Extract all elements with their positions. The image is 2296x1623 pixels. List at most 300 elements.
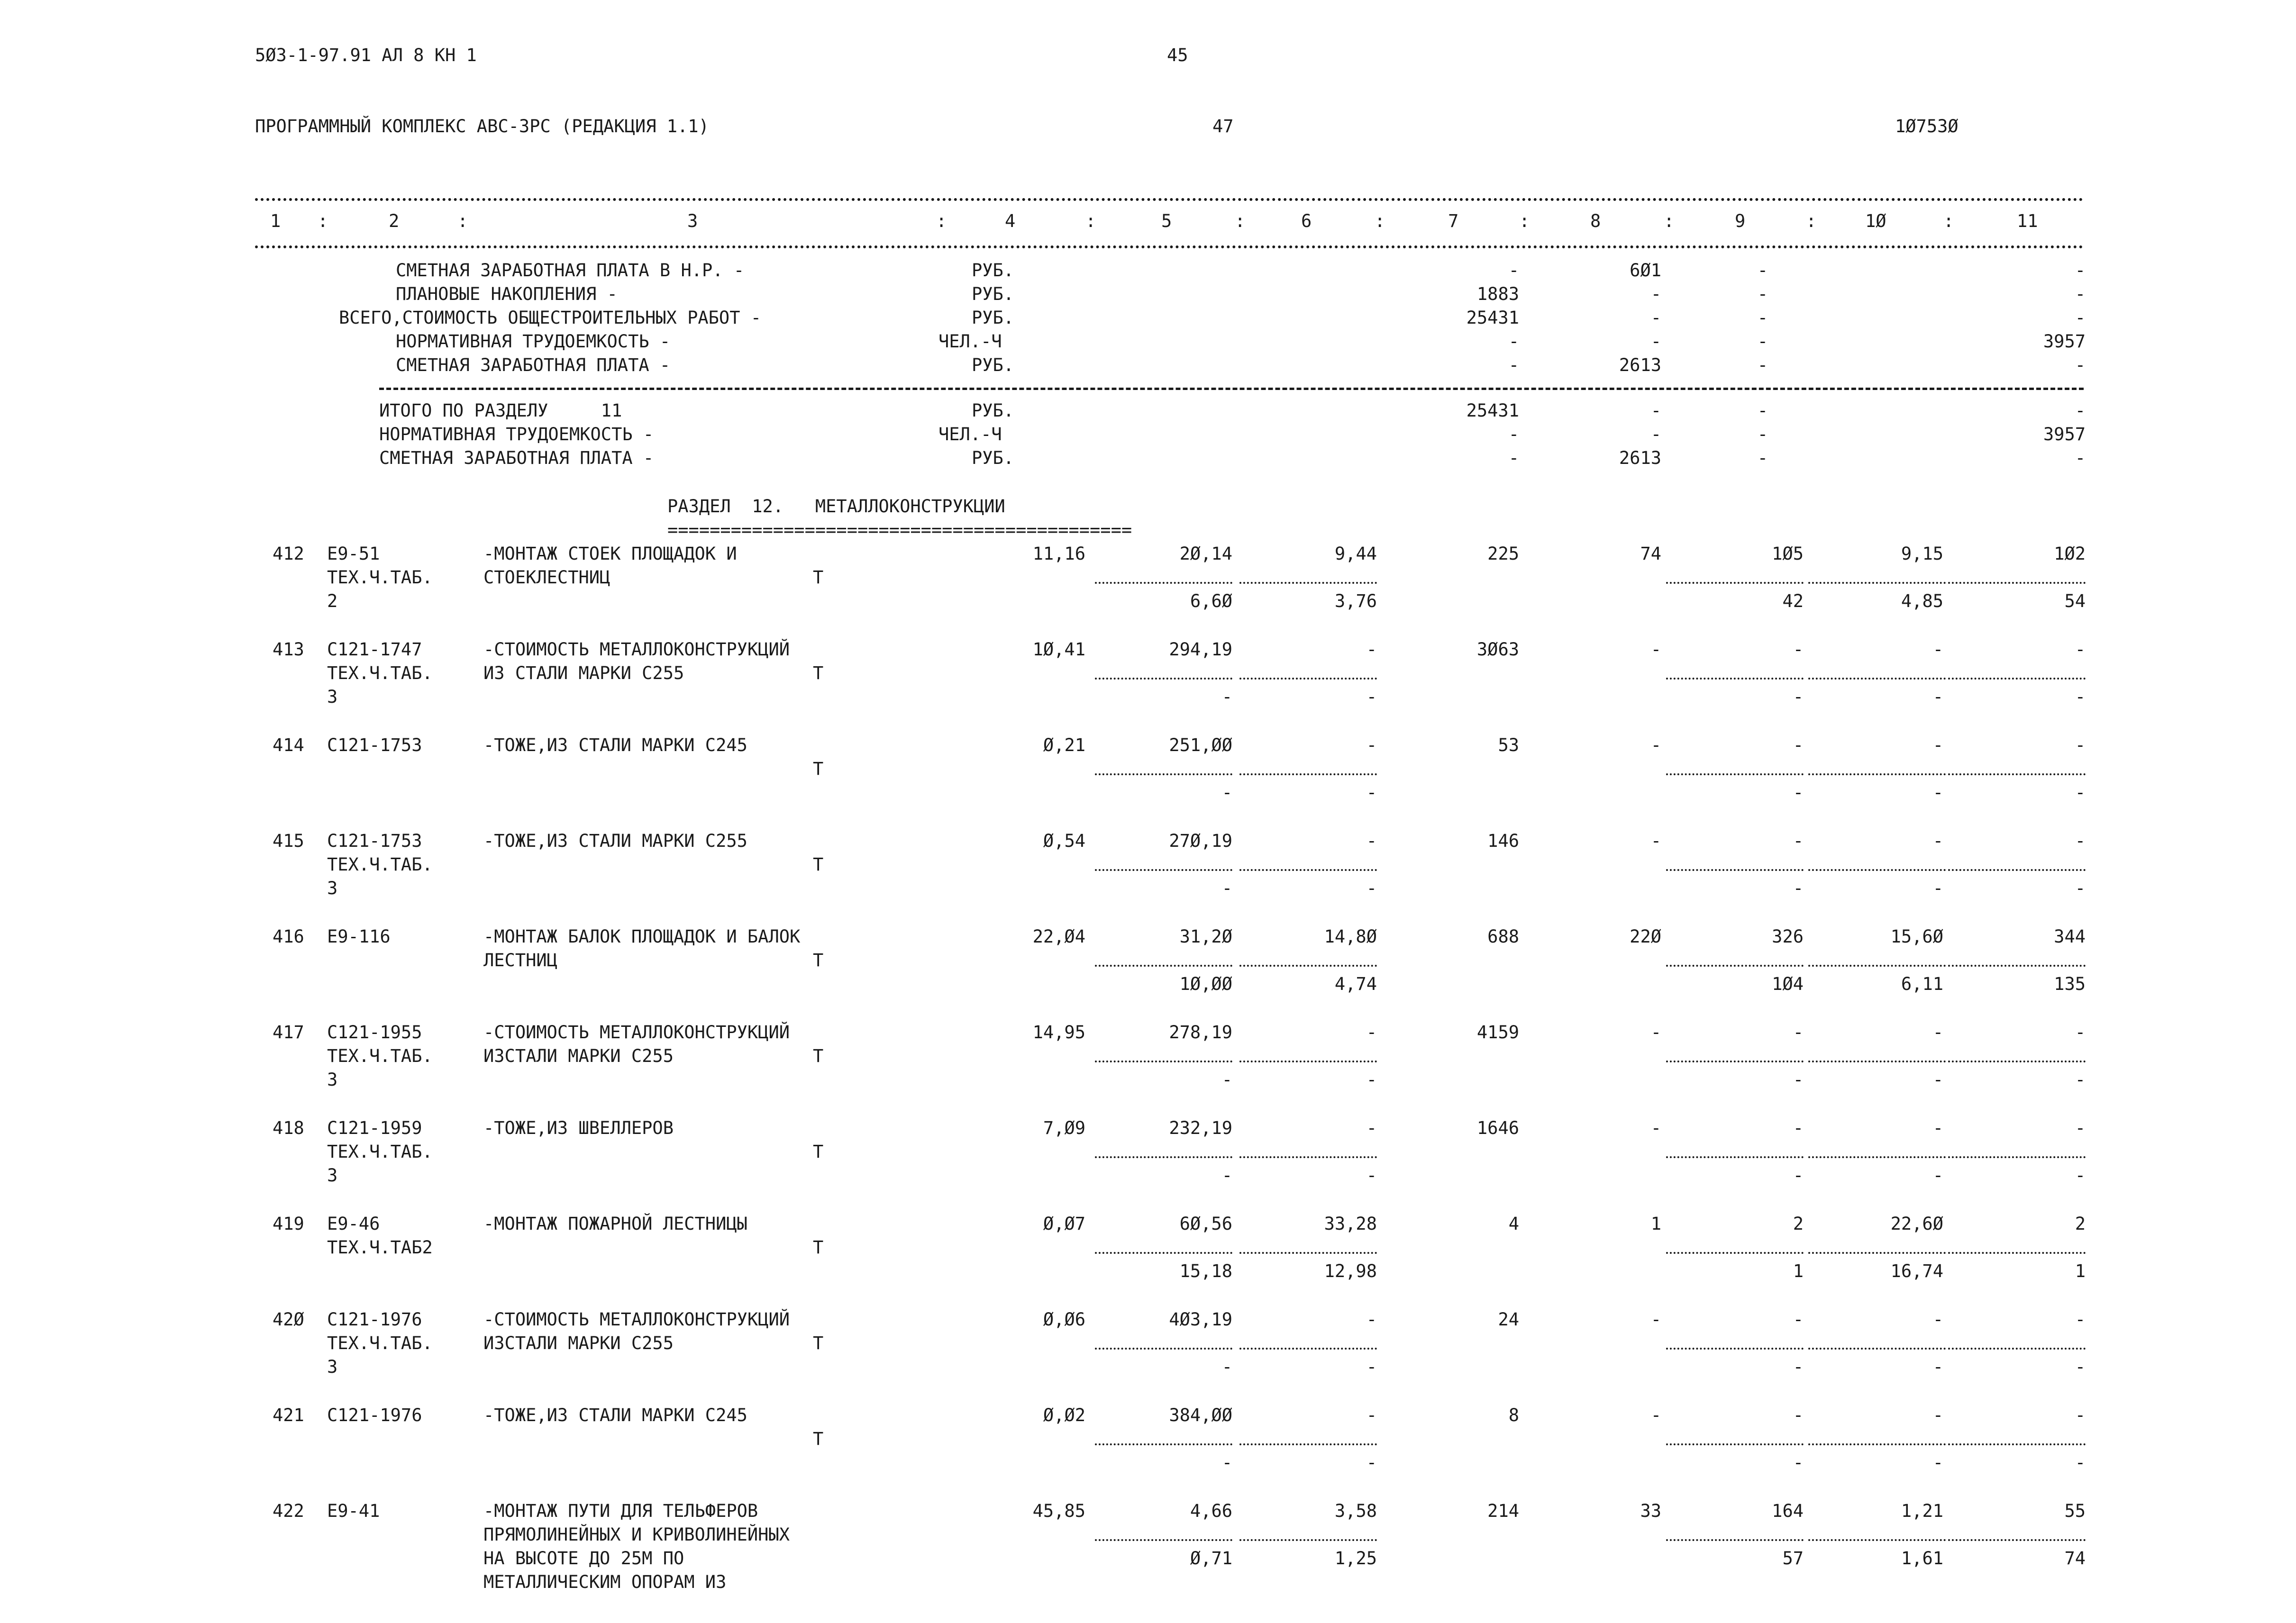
- summary-col11: 3957: [2043, 331, 2086, 352]
- item-c11: 55: [2064, 1501, 2086, 1521]
- item-description: -МОНТАЖ БАЛОК ПЛОЩАДОК И БАЛОК: [483, 926, 801, 947]
- section-title: РАЗДЕЛ 12. МЕТАЛЛОКОНСТРУКЦИИ: [667, 496, 1005, 517]
- item-code: Е9-116: [327, 926, 391, 947]
- item-c5-wages: -: [1221, 1452, 1232, 1473]
- item-c7: 1646: [1476, 1118, 1519, 1138]
- item-c8: -: [1650, 735, 1661, 755]
- summary-col7: 1883: [1476, 284, 1519, 304]
- item-c10-wages: 4,85: [1901, 591, 1943, 611]
- item-c10: -: [1932, 1405, 1943, 1425]
- section-total-col11: 3957: [2043, 424, 2086, 444]
- item-c8: 33: [1640, 1501, 1661, 1521]
- item-unit: Т: [813, 663, 824, 683]
- summary-unit: РУБ.: [972, 355, 1014, 375]
- item-c11: -: [2075, 1118, 2086, 1138]
- value-separator: [1095, 965, 1232, 967]
- value-separator: [1239, 1156, 1377, 1158]
- item-basis: 3: [327, 878, 338, 898]
- item-c9: -: [1793, 1022, 1804, 1043]
- value-separator: [1666, 1443, 1804, 1445]
- item-c9: -: [1793, 1405, 1804, 1425]
- item-number: 421: [273, 1405, 304, 1425]
- item-c4: Ø,21: [1043, 735, 1085, 755]
- column-header: 1Ø: [1865, 211, 1886, 231]
- item-c9-wages: -: [1793, 782, 1804, 803]
- summary-label: СМЕТНАЯ ЗАРАБОТНАЯ ПЛАТА -: [396, 355, 671, 375]
- item-c10: 1,21: [1901, 1501, 1943, 1521]
- item-number: 415: [273, 831, 304, 851]
- item-c10-wages: -: [1932, 1357, 1943, 1377]
- section-total-col7: -: [1508, 448, 1519, 468]
- item-c5-wages: -: [1221, 687, 1232, 707]
- item-c11-wages: -: [2075, 687, 2086, 707]
- column-header: 8: [1590, 211, 1601, 231]
- item-c9-wages: 42: [1782, 591, 1804, 611]
- item-c10-wages: -: [1932, 687, 1943, 707]
- item-c7: 4159: [1476, 1022, 1519, 1043]
- item-code: С121-1959: [327, 1118, 422, 1138]
- page-number: 45: [1167, 45, 1188, 65]
- value-separator: [1808, 1443, 1946, 1445]
- item-description: -СТОИМОСТЬ МЕТАЛЛОКОНСТРУКЦИЙ: [483, 639, 790, 660]
- value-separator: [1666, 773, 1804, 775]
- item-c10: -: [1932, 1309, 1943, 1330]
- column-separator: :: [1085, 211, 1096, 231]
- section-underline: ============================================: [667, 520, 1132, 540]
- section-total-col9: -: [1757, 448, 1768, 468]
- section-total-unit: ЧЕЛ.-Ч: [938, 424, 1002, 444]
- item-c10: 9,15: [1901, 544, 1943, 564]
- item-unit: Т: [813, 854, 824, 875]
- value-separator: [1666, 1061, 1804, 1062]
- item-description: ИЗСТАЛИ МАРКИ С255: [483, 1333, 674, 1353]
- summary-label: ПЛАНОВЫЕ НАКОПЛЕНИЯ -: [396, 284, 618, 304]
- header-bottom-rule: [255, 245, 2084, 248]
- item-unit: Т: [813, 1429, 824, 1449]
- item-code: С121-1753: [327, 831, 422, 851]
- item-c10-wages: -: [1932, 1165, 1943, 1186]
- item-number: 417: [273, 1022, 304, 1043]
- value-separator: [1666, 678, 1804, 680]
- item-c11-wages: -: [2075, 1165, 2086, 1186]
- summary-col11: -: [2075, 355, 2086, 375]
- item-c6: -: [1366, 1405, 1377, 1425]
- item-c9-wages: -: [1793, 1070, 1804, 1090]
- value-separator: [1095, 1539, 1232, 1541]
- item-c9: 1Ø5: [1772, 544, 1804, 564]
- item-basis: 3: [327, 687, 338, 707]
- item-c11: 344: [2054, 926, 2086, 947]
- item-c8: 22Ø: [1630, 926, 1661, 947]
- item-c11: -: [2075, 639, 2086, 660]
- item-c10-wages: 1,61: [1901, 1548, 1943, 1569]
- item-c9-wages: 57: [1782, 1548, 1804, 1569]
- summary-col8: 6Ø1: [1630, 260, 1661, 281]
- item-c7: 53: [1498, 735, 1519, 755]
- summary-col9: -: [1757, 284, 1768, 304]
- item-c9: 2: [1793, 1214, 1804, 1234]
- item-unit: Т: [813, 1046, 824, 1066]
- item-c11-wages: 1: [2075, 1261, 2086, 1281]
- item-c9: 326: [1772, 926, 1804, 947]
- value-separator: [1808, 582, 1946, 584]
- value-separator: [1808, 1539, 1946, 1541]
- item-c6-wages: -: [1366, 1452, 1377, 1473]
- summary-unit: ЧЕЛ.-Ч: [938, 331, 1002, 352]
- summary-col7: -: [1508, 331, 1519, 352]
- item-c11: -: [2075, 1022, 2086, 1043]
- value-separator: [1239, 582, 1377, 584]
- column-separator: :: [1664, 211, 1675, 231]
- value-separator: [1808, 869, 1946, 871]
- section-total-col8: -: [1650, 424, 1661, 444]
- item-basis: ТЕХ.Ч.ТАБ.: [327, 1142, 433, 1162]
- item-number: 413: [273, 639, 304, 660]
- item-c6: -: [1366, 735, 1377, 755]
- summary-col8: 2613: [1619, 355, 1661, 375]
- item-c5: 4,66: [1190, 1501, 1232, 1521]
- item-basis: ТЕХ.Ч.ТАБ2: [327, 1237, 433, 1258]
- value-separator: [1095, 1252, 1232, 1254]
- item-c6-wages: -: [1366, 1357, 1377, 1377]
- item-description: -ТОЖЕ,ИЗ СТАЛИ МАРКИ С245: [483, 1405, 747, 1425]
- item-c5: 4Ø3,19: [1169, 1309, 1232, 1330]
- summary-col7: -: [1508, 355, 1519, 375]
- item-number: 412: [273, 544, 304, 564]
- item-c6-wages: -: [1366, 687, 1377, 707]
- item-c10: -: [1932, 831, 1943, 851]
- item-c10-wages: -: [1932, 1070, 1943, 1090]
- value-separator: [1666, 965, 1804, 967]
- item-c6: -: [1366, 1022, 1377, 1043]
- value-separator: [1095, 1443, 1232, 1445]
- item-c11: -: [2075, 831, 2086, 851]
- summary-rule: [379, 388, 2084, 390]
- item-number: 418: [273, 1118, 304, 1138]
- item-c9: -: [1793, 1118, 1804, 1138]
- item-c5-wages: 15,18: [1179, 1261, 1232, 1281]
- document-code: 5Ø3-1-97.91 АЛ 8 КН 1: [255, 45, 477, 65]
- value-separator: [1948, 869, 2086, 871]
- item-c9-wages: -: [1793, 687, 1804, 707]
- item-c6-wages: -: [1366, 878, 1377, 898]
- item-c7: 24: [1498, 1309, 1519, 1330]
- value-separator: [1808, 1348, 1946, 1350]
- column-header: 4: [1005, 211, 1016, 231]
- summary-col9: -: [1757, 308, 1768, 328]
- item-unit: Т: [813, 1142, 824, 1162]
- value-separator: [1948, 582, 2086, 584]
- section-total-col11: -: [2075, 400, 2086, 421]
- value-separator: [1808, 678, 1946, 680]
- item-c9: 164: [1772, 1501, 1804, 1521]
- item-c11-wages: -: [2075, 1452, 2086, 1473]
- item-description: -МОНТАЖ ПОЖАРНОЙ ЛЕСТНИЦЫ: [483, 1214, 747, 1234]
- estimate-code: 1Ø753Ø: [1895, 116, 1959, 136]
- item-c10-wages: -: [1932, 782, 1943, 803]
- item-c6-wages: -: [1366, 1165, 1377, 1186]
- item-c6: 33,28: [1324, 1214, 1377, 1234]
- item-c11: 1Ø2: [2054, 544, 2086, 564]
- item-c6: -: [1366, 1309, 1377, 1330]
- column-separator: :: [1519, 211, 1530, 231]
- item-basis: ТЕХ.Ч.ТАБ.: [327, 1333, 433, 1353]
- item-unit: Т: [813, 759, 824, 779]
- item-c5-wages: Ø,71: [1190, 1548, 1232, 1569]
- summary-unit: РУБ.: [972, 308, 1014, 328]
- item-description: -МОНТАЖ ПУТИ ДЛЯ ТЕЛЬФЕРОВ: [483, 1501, 758, 1521]
- column-separator: :: [936, 211, 947, 231]
- item-basis: 3: [327, 1357, 338, 1377]
- item-c5-wages: -: [1221, 1165, 1232, 1186]
- item-c5: 2Ø,14: [1179, 544, 1232, 564]
- item-c6-wages: 3,76: [1334, 591, 1377, 611]
- item-c5: 6Ø,56: [1179, 1214, 1232, 1234]
- column-separator: :: [1943, 211, 1954, 231]
- item-c4: 7,Ø9: [1043, 1118, 1085, 1138]
- item-c5: 278,19: [1169, 1022, 1232, 1043]
- value-separator: [1948, 1156, 2086, 1158]
- item-basis: ТЕХ.Ч.ТАБ.: [327, 567, 433, 588]
- item-description: ИЗСТАЛИ МАРКИ С255: [483, 1046, 674, 1066]
- value-separator: [1666, 1348, 1804, 1350]
- item-c4: Ø,54: [1043, 831, 1085, 851]
- item-c11: -: [2075, 1405, 2086, 1425]
- value-separator: [1239, 1539, 1377, 1541]
- value-separator: [1095, 869, 1232, 871]
- section-total-label: СМЕТНАЯ ЗАРАБОТНАЯ ПЛАТА -: [379, 448, 654, 468]
- item-c4: 11,16: [1032, 544, 1085, 564]
- section-total-col11: -: [2075, 448, 2086, 468]
- section-total-col8: 2613: [1619, 448, 1661, 468]
- item-c4: 45,85: [1032, 1501, 1085, 1521]
- value-separator: [1239, 678, 1377, 680]
- item-c5-wages: -: [1221, 1357, 1232, 1377]
- item-c6: -: [1366, 639, 1377, 660]
- item-number: 414: [273, 735, 304, 755]
- item-c6: -: [1366, 831, 1377, 851]
- item-c11-wages: -: [2075, 1070, 2086, 1090]
- item-c6-wages: 1,25: [1334, 1548, 1377, 1569]
- item-description: -СТОИМОСТЬ МЕТАЛЛОКОНСТРУКЦИЙ: [483, 1309, 790, 1330]
- item-c10-wages: 6,11: [1901, 974, 1943, 994]
- column-separator: :: [1235, 211, 1246, 231]
- item-unit: Т: [813, 950, 824, 970]
- section-total-unit: РУБ.: [972, 448, 1014, 468]
- item-c7: 146: [1487, 831, 1519, 851]
- item-c6-wages: 4,74: [1334, 974, 1377, 994]
- item-code: Е9-41: [327, 1501, 380, 1521]
- column-header: 6: [1301, 211, 1312, 231]
- column-header: 7: [1448, 211, 1459, 231]
- item-description: -ТОЖЕ,ИЗ СТАЛИ МАРКИ С245: [483, 735, 747, 755]
- value-separator: [1948, 678, 2086, 680]
- item-c4: 1Ø,41: [1032, 639, 1085, 660]
- item-description: -ТОЖЕ,ИЗ ШВЕЛЛЕРОВ: [483, 1118, 674, 1138]
- item-c9: -: [1793, 1309, 1804, 1330]
- value-separator: [1808, 1252, 1946, 1254]
- value-separator: [1095, 1156, 1232, 1158]
- summary-col11: -: [2075, 284, 2086, 304]
- item-unit: Т: [813, 567, 824, 588]
- item-number: 416: [273, 926, 304, 947]
- item-c6: 9,44: [1334, 544, 1377, 564]
- summary-col11: -: [2075, 308, 2086, 328]
- item-c8: -: [1650, 1309, 1661, 1330]
- value-separator: [1948, 1061, 2086, 1062]
- item-description: -МОНТАЖ СТОЕК ПЛОЩАДОК И: [483, 544, 737, 564]
- value-separator: [1808, 1061, 1946, 1062]
- value-separator: [1095, 678, 1232, 680]
- item-c5: 251,ØØ: [1169, 735, 1232, 755]
- item-description: -ТОЖЕ,ИЗ СТАЛИ МАРКИ С255: [483, 831, 747, 851]
- item-c9: -: [1793, 639, 1804, 660]
- item-c4: Ø,Ø2: [1043, 1405, 1085, 1425]
- column-header: 2: [389, 211, 400, 231]
- item-description: СТОЕКЛЕСТНИЦ: [483, 567, 610, 588]
- item-c9-wages: -: [1793, 1452, 1804, 1473]
- item-c10-wages: -: [1932, 1452, 1943, 1473]
- item-c10: -: [1932, 735, 1943, 755]
- summary-col7: -: [1508, 260, 1519, 281]
- summary-col9: -: [1757, 355, 1768, 375]
- item-c9-wages: -: [1793, 1165, 1804, 1186]
- value-separator: [1239, 965, 1377, 967]
- item-c10-wages: 16,74: [1890, 1261, 1943, 1281]
- item-c9-wages: 1: [1793, 1261, 1804, 1281]
- item-c10-wages: -: [1932, 878, 1943, 898]
- item-basis: 3: [327, 1165, 338, 1186]
- value-separator: [1808, 1156, 1946, 1158]
- item-description: -СТОИМОСТЬ МЕТАЛЛОКОНСТРУКЦИЙ: [483, 1022, 790, 1043]
- item-c11-wages: 54: [2064, 591, 2086, 611]
- value-separator: [1239, 773, 1377, 775]
- item-c8: 1: [1650, 1214, 1661, 1234]
- item-c9-wages: 1Ø4: [1772, 974, 1804, 994]
- item-number: 422: [273, 1501, 304, 1521]
- value-separator: [1095, 582, 1232, 584]
- item-c11-wages: 135: [2054, 974, 2086, 994]
- item-c5: 232,19: [1169, 1118, 1232, 1138]
- column-separator: :: [1806, 211, 1817, 231]
- item-c5: 294,19: [1169, 639, 1232, 660]
- value-separator: [1239, 1348, 1377, 1350]
- item-c7: 3Ø63: [1476, 639, 1519, 660]
- summary-col7: 25431: [1466, 308, 1519, 328]
- summary-label: НОРМАТИВНАЯ ТРУДОЕМКОСТЬ -: [396, 331, 671, 352]
- item-c4: 14,95: [1032, 1022, 1085, 1043]
- item-c5: 384,ØØ: [1169, 1405, 1232, 1425]
- summary-col8: -: [1650, 331, 1661, 352]
- column-header: 11: [2017, 211, 2038, 231]
- column-header: 5: [1161, 211, 1172, 231]
- item-c6-wages: -: [1366, 782, 1377, 803]
- item-c8: -: [1650, 639, 1661, 660]
- item-code: С121-1976: [327, 1309, 422, 1330]
- value-separator: [1666, 1539, 1804, 1541]
- column-separator: :: [457, 211, 468, 231]
- value-separator: [1948, 965, 2086, 967]
- value-separator: [1948, 773, 2086, 775]
- item-c8: 74: [1640, 544, 1661, 564]
- item-c5-wages: 6,6Ø: [1190, 591, 1232, 611]
- section-total-label: ИТОГО ПО РАЗДЕЛУ 11: [379, 400, 622, 421]
- value-separator: [1239, 1252, 1377, 1254]
- value-separator: [1666, 582, 1804, 584]
- item-code: С121-1747: [327, 639, 422, 660]
- value-separator: [1948, 1348, 2086, 1350]
- item-c11: -: [2075, 1309, 2086, 1330]
- item-c11-wages: -: [2075, 1357, 2086, 1377]
- item-c10: 15,6Ø: [1890, 926, 1943, 947]
- section-total-col7: -: [1508, 424, 1519, 444]
- column-header: 1: [270, 211, 281, 231]
- item-c8: -: [1650, 1118, 1661, 1138]
- column-separator: :: [1375, 211, 1385, 231]
- value-separator: [1808, 965, 1946, 967]
- item-c4: 22,Ø4: [1032, 926, 1085, 947]
- item-c9-wages: -: [1793, 1357, 1804, 1377]
- item-description: ЛЕСТНИЦ: [483, 950, 557, 970]
- item-c7: 8: [1508, 1405, 1519, 1425]
- item-c7: 688: [1487, 926, 1519, 947]
- item-description: НА ВЫСОТЕ ДО 25М ПО: [483, 1548, 684, 1569]
- column-header: 3: [687, 211, 698, 231]
- item-c4: Ø,Ø7: [1043, 1214, 1085, 1234]
- item-c5-wages: -: [1221, 782, 1232, 803]
- item-c5: 31,2Ø: [1179, 926, 1232, 947]
- item-basis: ТЕХ.Ч.ТАБ.: [327, 854, 433, 875]
- item-code: С121-1753: [327, 735, 422, 755]
- item-c5-wages: 1Ø,ØØ: [1179, 974, 1232, 994]
- item-code: С121-1955: [327, 1022, 422, 1043]
- item-c11-wages: -: [2075, 878, 2086, 898]
- item-c8: -: [1650, 831, 1661, 851]
- column-header: 9: [1735, 211, 1746, 231]
- sheet-number: 47: [1212, 116, 1234, 136]
- item-c5: 27Ø,19: [1169, 831, 1232, 851]
- summary-col8: -: [1650, 308, 1661, 328]
- item-basis: 2: [327, 591, 338, 611]
- item-c11-wages: 74: [2064, 1548, 2086, 1569]
- item-c5-wages: -: [1221, 878, 1232, 898]
- item-basis: ТЕХ.Ч.ТАБ.: [327, 1046, 433, 1066]
- value-separator: [1948, 1443, 2086, 1445]
- value-separator: [1948, 1539, 2086, 1541]
- section-total-label: НОРМАТИВНАЯ ТРУДОЕМКОСТЬ -: [379, 424, 654, 444]
- item-c11-wages: -: [2075, 782, 2086, 803]
- value-separator: [1808, 773, 1946, 775]
- summary-col9: -: [1757, 260, 1768, 281]
- item-c9: -: [1793, 735, 1804, 755]
- item-c9: -: [1793, 831, 1804, 851]
- item-c8: -: [1650, 1022, 1661, 1043]
- value-separator: [1095, 1348, 1232, 1350]
- program-title: ПРОГРАММНЫЙ КОМПЛЕКС АВС-ЗРС (РЕДАКЦИЯ 1.1): [255, 116, 709, 136]
- summary-col8: -: [1650, 284, 1661, 304]
- summary-unit: РУБ.: [972, 260, 1014, 281]
- summary-label: ВСЕГО,СТОИМОСТЬ ОБЩЕСТРОИТЕЛЬНЫХ РАБОТ -: [339, 308, 762, 328]
- summary-col9: -: [1757, 331, 1768, 352]
- item-code: Е9-46: [327, 1214, 380, 1234]
- item-c4: Ø,Ø6: [1043, 1309, 1085, 1330]
- summary-unit: РУБ.: [972, 284, 1014, 304]
- item-unit: Т: [813, 1237, 824, 1258]
- item-number: 42Ø: [273, 1309, 304, 1330]
- item-c10: -: [1932, 1118, 1943, 1138]
- item-c5-wages: -: [1221, 1070, 1232, 1090]
- section-total-col9: -: [1757, 400, 1768, 421]
